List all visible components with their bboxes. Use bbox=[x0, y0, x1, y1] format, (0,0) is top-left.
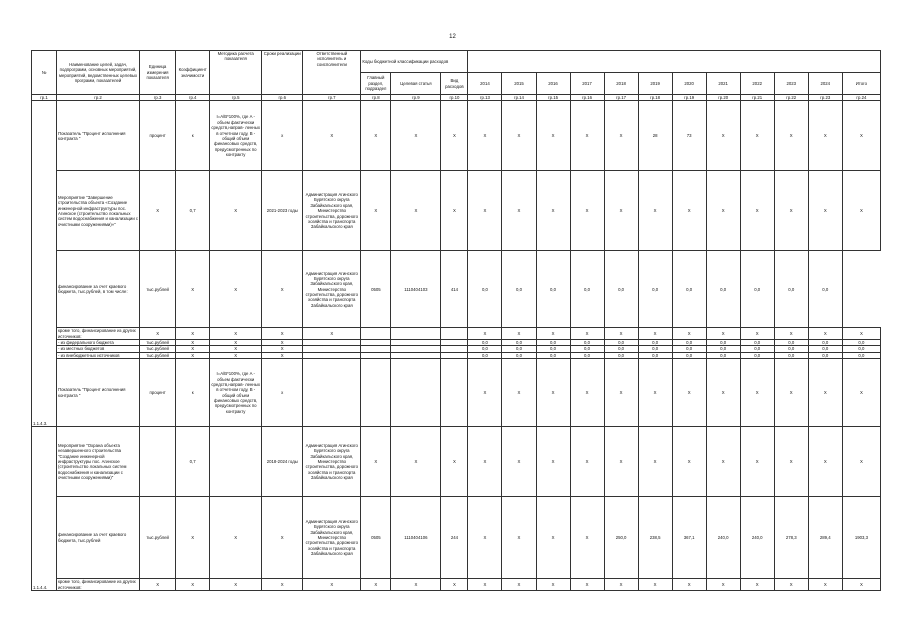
column-number: гр.6 bbox=[262, 95, 303, 101]
data-cell: 238,5 bbox=[638, 497, 672, 579]
data-cell: Х bbox=[774, 171, 808, 251]
data-cell bbox=[391, 359, 441, 427]
data-cell: 0505 bbox=[361, 251, 391, 328]
data-cell bbox=[441, 328, 468, 340]
data-cell: 0,0 bbox=[536, 340, 570, 346]
header-year: 2015 bbox=[502, 73, 536, 95]
data-cell: 0,0 bbox=[842, 346, 880, 352]
data-cell: Х bbox=[774, 101, 808, 171]
data-cell: 0,0 bbox=[774, 251, 808, 328]
data-cell bbox=[361, 359, 391, 427]
data-cell: Х bbox=[740, 171, 774, 251]
column-number: гр.18 bbox=[638, 95, 672, 101]
data-cell: Х bbox=[638, 359, 672, 427]
row-name-cell: - из внебюджетных источников bbox=[57, 352, 140, 358]
row-name-cell: кроме того, финансирование из других источников: bbox=[57, 328, 140, 340]
header-row-1 bbox=[32, 51, 881, 73]
data-cell: Х bbox=[672, 328, 706, 340]
data-cell: 0,0 bbox=[706, 346, 740, 352]
data-cell: Х bbox=[842, 359, 880, 427]
data-cell: 0,7 bbox=[176, 427, 210, 497]
data-cell: Х bbox=[502, 171, 536, 251]
data-cell: тыс.рублей bbox=[140, 340, 176, 346]
header-year: 2019 bbox=[638, 73, 672, 95]
table-row bbox=[32, 359, 881, 427]
header-year: 2017 bbox=[570, 73, 604, 95]
data-cell: Х bbox=[391, 427, 441, 497]
data-cell: 73 bbox=[672, 101, 706, 171]
data-cell: Х bbox=[706, 579, 740, 591]
table-row bbox=[32, 328, 881, 340]
data-cell: Х bbox=[262, 352, 303, 358]
column-number: гр.15 bbox=[536, 95, 570, 101]
table-row bbox=[32, 101, 881, 171]
budget-table bbox=[31, 50, 881, 591]
data-cell: Х bbox=[262, 328, 303, 340]
data-cell: Х bbox=[842, 328, 880, 340]
data-cell: 0,0 bbox=[706, 352, 740, 358]
data-cell: 0,0 bbox=[774, 346, 808, 352]
data-cell: I=A/B*100%, где A - объем фактически средств,направ- ленных в отчетном году, B - общий объем финансовых средств, предусмотренных по контракту bbox=[210, 359, 262, 427]
data-cell bbox=[391, 328, 441, 340]
data-cell: Х bbox=[262, 340, 303, 346]
data-cell: Х bbox=[468, 359, 502, 427]
data-cell: 0,0 bbox=[672, 352, 706, 358]
data-cell: процент bbox=[140, 359, 176, 427]
data-cell: х bbox=[262, 359, 303, 427]
data-cell: 0,0 bbox=[536, 346, 570, 352]
data-cell: Х bbox=[303, 579, 361, 591]
data-cell: Х bbox=[468, 171, 502, 251]
data-cell bbox=[441, 359, 468, 427]
data-cell: Х bbox=[706, 359, 740, 427]
data-cell bbox=[210, 427, 262, 497]
data-cell: 0,0 bbox=[604, 352, 638, 358]
data-cell: Х bbox=[140, 579, 176, 591]
header-coef: Коэффициент значимости bbox=[176, 51, 210, 95]
data-cell: 2018-2024 годы bbox=[262, 427, 303, 497]
data-cell: Х bbox=[638, 328, 672, 340]
data-cell: Х bbox=[210, 251, 262, 328]
data-cell: 0,0 bbox=[774, 352, 808, 358]
data-cell: Х bbox=[808, 427, 842, 497]
data-cell: Х bbox=[638, 171, 672, 251]
data-cell: Х bbox=[210, 497, 262, 579]
row-name-cell: кроме того, финансирование из других источников: bbox=[57, 579, 140, 591]
data-cell: I=A/B*100%, где A - объем фактически средств,направ- ленных в отчетном году, B - общий объем финансовых средств, предусмотренных по контракту bbox=[210, 101, 262, 171]
page-number: 12 bbox=[449, 34, 456, 40]
data-cell: 0,0 bbox=[536, 251, 570, 328]
data-cell: 1903,3 bbox=[842, 497, 880, 579]
data-cell: 0,0 bbox=[740, 352, 774, 358]
data-cell: 0,0 bbox=[808, 340, 842, 346]
data-cell: Х bbox=[361, 427, 391, 497]
data-cell: 0,0 bbox=[672, 251, 706, 328]
row-name-cell: финансирование за счет краевого бюджета, тыс.рублей, в том числе: bbox=[57, 251, 140, 328]
data-cell: Х bbox=[740, 579, 774, 591]
data-cell: 0,0 bbox=[570, 352, 604, 358]
data-cell: Х bbox=[706, 171, 740, 251]
row-name-cell: Мероприятие "Завершение строительства объекта «Создание инженерной инфраструктуры пос. Агинское (строительство локальных систем водоснабжения и канализации с очистными сооружениями)»" bbox=[57, 171, 140, 251]
column-number: гр.14 bbox=[502, 95, 536, 101]
data-cell: 0,0 bbox=[740, 340, 774, 346]
data-cell: 250,0 bbox=[604, 497, 638, 579]
data-cell: тыс.рублей bbox=[140, 497, 176, 579]
data-cell: Х bbox=[604, 579, 638, 591]
data-cell: 244 bbox=[441, 497, 468, 579]
column-number: гр.7 bbox=[303, 95, 361, 101]
data-cell: Х bbox=[604, 101, 638, 171]
data-cell: Х bbox=[638, 427, 672, 497]
data-cell: Х bbox=[176, 251, 210, 328]
data-cell: Х bbox=[570, 328, 604, 340]
data-cell: Х bbox=[774, 427, 808, 497]
data-cell: 0,0 bbox=[468, 346, 502, 352]
data-cell: Х bbox=[808, 359, 842, 427]
data-cell: Х bbox=[842, 427, 880, 497]
header-chapter: Главный раздел, подраздел bbox=[361, 73, 391, 95]
data-cell: Х bbox=[176, 346, 210, 352]
data-cell: 0,0 bbox=[536, 352, 570, 358]
header-blank bbox=[468, 51, 881, 73]
data-cell: 367,1 bbox=[672, 497, 706, 579]
data-cell: 0,0 bbox=[706, 340, 740, 346]
data-cell: Х bbox=[262, 251, 303, 328]
data-cell: Х bbox=[536, 359, 570, 427]
data-cell: 0,0 bbox=[468, 352, 502, 358]
column-number: гр.16 bbox=[570, 95, 604, 101]
header-year: 2020 bbox=[672, 73, 706, 95]
data-cell: 0,0 bbox=[502, 346, 536, 352]
data-cell: Администрация Агинского Бурятского округа Забайкальского края, Министерство строительства, дорожного хозяйства и транспорта Забайкальского края bbox=[303, 171, 361, 251]
data-cell: Х bbox=[441, 427, 468, 497]
data-cell: 0,0 bbox=[468, 340, 502, 346]
data-cell: Х bbox=[303, 328, 361, 340]
column-number: гр.2 bbox=[57, 95, 140, 101]
data-cell: 0505 bbox=[361, 497, 391, 579]
header-executor: Ответственный исполнитель и соисполнители bbox=[303, 51, 361, 95]
row-name-cell: финансирование за счет краевого бюджета, тыс.рублей bbox=[57, 497, 140, 579]
data-cell: Х bbox=[740, 427, 774, 497]
header-name: Наименование целей, задач, подпрограмм, основных мероприятий, мероприятий, ведомственных целевых программ, показателей bbox=[57, 51, 140, 95]
row-name-cell: Мероприятие "Охрана объекта незавершенного строительства "Создание инженерной инфраструктуры пос. Агинское (строительство локальных систем водоснабжения и канализации с очистными сооружениями)" bbox=[57, 427, 140, 497]
data-cell: Х bbox=[176, 340, 210, 346]
data-cell bbox=[140, 427, 176, 497]
data-cell: Х bbox=[210, 171, 262, 251]
data-cell: к bbox=[176, 359, 210, 427]
header-year: 2023 bbox=[774, 73, 808, 95]
data-cell: Х bbox=[570, 171, 604, 251]
data-cell: Х bbox=[808, 328, 842, 340]
header-unit: Единица измерения показателя bbox=[140, 51, 176, 95]
header-budget-codes: Коды бюджетной классификации расходов bbox=[361, 51, 468, 73]
data-cell: Х bbox=[140, 328, 176, 340]
data-cell: Х bbox=[842, 171, 880, 251]
data-cell: 414 bbox=[441, 251, 468, 328]
data-cell: Х bbox=[468, 328, 502, 340]
data-cell: Х bbox=[468, 579, 502, 591]
table-row bbox=[32, 427, 881, 497]
column-number: гр.23 bbox=[808, 95, 842, 101]
data-cell: Администрация Агинского Бурятского округа Забайкальского края, Министерство строительства, дорожного хозяйства и транспорта Забайкальского края bbox=[303, 251, 361, 328]
row-name-cell: - из местных бюджетов bbox=[57, 346, 140, 352]
data-cell: Х bbox=[570, 579, 604, 591]
data-cell: Х bbox=[536, 579, 570, 591]
data-cell: Х bbox=[672, 359, 706, 427]
data-cell: Х bbox=[740, 101, 774, 171]
data-cell: Х bbox=[210, 340, 262, 346]
row-name-cell: Показатель "Процент исполнения контракта " bbox=[57, 359, 140, 427]
data-cell: Х bbox=[706, 427, 740, 497]
header-year: 2024 bbox=[808, 73, 842, 95]
data-cell: Х bbox=[502, 328, 536, 340]
data-cell bbox=[361, 328, 391, 340]
data-cell: Х bbox=[740, 359, 774, 427]
data-cell: процент bbox=[140, 101, 176, 171]
column-number: гр.8 bbox=[361, 95, 391, 101]
header-method: Методика расчета показателя bbox=[210, 51, 262, 95]
data-cell: Х bbox=[210, 346, 262, 352]
table-row bbox=[32, 251, 881, 328]
column-number: гр.22 bbox=[774, 95, 808, 101]
column-number: гр.24 bbox=[842, 95, 880, 101]
section-number: 1.1.4.3. bbox=[32, 101, 57, 427]
data-cell: Х bbox=[262, 579, 303, 591]
column-number: гр.13 bbox=[468, 95, 502, 101]
data-cell: 0,0 bbox=[502, 352, 536, 358]
data-cell: Х bbox=[536, 328, 570, 340]
data-cell: 0,0 bbox=[604, 251, 638, 328]
column-number: гр.20 bbox=[706, 95, 740, 101]
data-cell: Х bbox=[604, 427, 638, 497]
data-cell: Х bbox=[176, 328, 210, 340]
data-cell: 0,0 bbox=[740, 251, 774, 328]
column-number: гр.9 bbox=[391, 95, 441, 101]
data-cell: Х bbox=[808, 101, 842, 171]
header-year: 2016 bbox=[536, 73, 570, 95]
data-cell: Х bbox=[536, 171, 570, 251]
data-cell: Х bbox=[303, 101, 361, 171]
data-cell: Х bbox=[672, 171, 706, 251]
data-cell: тыс.рублей bbox=[140, 346, 176, 352]
data-cell: Х bbox=[842, 101, 880, 171]
data-cell: Х bbox=[740, 328, 774, 340]
data-cell: Х bbox=[176, 352, 210, 358]
data-cell: 0,0 bbox=[638, 251, 672, 328]
data-cell: Х bbox=[391, 171, 441, 251]
data-cell: Х bbox=[774, 579, 808, 591]
data-cell: Х bbox=[441, 101, 468, 171]
column-numbers-row bbox=[32, 95, 881, 101]
data-cell: к bbox=[176, 101, 210, 171]
data-cell: Х bbox=[502, 579, 536, 591]
column-number: гр.17 bbox=[604, 95, 638, 101]
data-cell: 0,0 bbox=[604, 340, 638, 346]
data-cell: 0,0 bbox=[672, 346, 706, 352]
data-cell: 28 bbox=[638, 101, 672, 171]
data-cell: Х bbox=[441, 579, 468, 591]
data-cell: 0,0 bbox=[842, 340, 880, 346]
column-number: гр.4 bbox=[176, 95, 210, 101]
row-name-cell: Показатель "Процент исполнения контракта " bbox=[57, 101, 140, 171]
data-cell: 0,0 bbox=[706, 251, 740, 328]
data-cell: Х bbox=[774, 359, 808, 427]
data-cell: 0,0 bbox=[808, 346, 842, 352]
data-cell: Х bbox=[361, 579, 391, 591]
data-cell: Администрация Агинского Бурятского округа Забайкальского края, Министерство строительства, дорожного хозяйства и транспорта Забайкальского края bbox=[303, 497, 361, 579]
data-cell: Х bbox=[536, 101, 570, 171]
data-cell: Х bbox=[361, 171, 391, 251]
data-cell: 0,0 bbox=[808, 352, 842, 358]
data-cell: Х bbox=[808, 579, 842, 591]
data-cell: 0,0 bbox=[842, 352, 880, 358]
data-cell: 0,0 bbox=[570, 346, 604, 352]
data-cell: Х bbox=[604, 359, 638, 427]
column-number: гр.21 bbox=[740, 95, 774, 101]
data-cell: Х bbox=[638, 579, 672, 591]
data-cell: Х bbox=[502, 497, 536, 579]
data-cell: 240,0 bbox=[740, 497, 774, 579]
data-cell bbox=[303, 359, 361, 427]
data-cell: Х bbox=[808, 171, 842, 251]
data-cell: Х bbox=[536, 497, 570, 579]
data-cell: 0,0 bbox=[638, 352, 672, 358]
header-period: Сроки реализации bbox=[262, 51, 303, 95]
section-number: 1.1.4.4. bbox=[32, 427, 57, 591]
data-cell: Х bbox=[774, 328, 808, 340]
data-cell: 0,0 bbox=[638, 340, 672, 346]
data-cell: Х bbox=[536, 427, 570, 497]
table-row bbox=[32, 579, 881, 591]
data-cell: 0,0 bbox=[502, 251, 536, 328]
data-cell: Х bbox=[262, 497, 303, 579]
header-no: № bbox=[32, 51, 57, 95]
header-year: 2022 bbox=[740, 73, 774, 95]
data-cell: 0,7 bbox=[176, 171, 210, 251]
header-exptype: Вид расходов bbox=[441, 73, 468, 95]
data-cell: 0,0 bbox=[774, 340, 808, 346]
data-cell: 0,0 bbox=[502, 340, 536, 346]
data-cell: Х bbox=[842, 579, 880, 591]
column-number: гр.10 bbox=[441, 95, 468, 101]
data-cell: Х bbox=[468, 101, 502, 171]
data-cell: Х bbox=[391, 579, 441, 591]
column-number: гр.5 bbox=[210, 95, 262, 101]
data-cell: 0,0 bbox=[638, 346, 672, 352]
data-cell: тыс.рублей bbox=[140, 251, 176, 328]
data-cell: 289,4 bbox=[808, 497, 842, 579]
data-cell: х bbox=[262, 101, 303, 171]
data-cell: Х bbox=[391, 101, 441, 171]
data-cell: Х bbox=[361, 101, 391, 171]
data-cell: 2021-2023 годы bbox=[262, 171, 303, 251]
data-cell: 0,0 bbox=[570, 340, 604, 346]
data-cell: Администрация Агинского Бурятского округа Забайкальского края, Министерство строительства, дорожного хозяйства и транспорта Забайкальского края bbox=[303, 427, 361, 497]
header-total: Итого bbox=[842, 73, 880, 95]
data-cell: Х bbox=[176, 579, 210, 591]
data-cell: Х bbox=[570, 359, 604, 427]
data-cell: Х bbox=[570, 427, 604, 497]
column-number: гр.19 bbox=[672, 95, 706, 101]
data-cell: 0,0 bbox=[672, 340, 706, 346]
data-cell: Х bbox=[502, 101, 536, 171]
data-cell: 1110404106 bbox=[391, 497, 441, 579]
table-row bbox=[32, 497, 881, 579]
data-cell: Х bbox=[210, 328, 262, 340]
data-cell: тыс.рублей bbox=[140, 352, 176, 358]
data-cell: Х bbox=[468, 497, 502, 579]
column-number: гр.1 bbox=[32, 95, 57, 101]
data-cell: Х bbox=[672, 579, 706, 591]
data-cell: Х bbox=[210, 352, 262, 358]
header-target: Целевая статья bbox=[391, 73, 441, 95]
header-year: 2021 bbox=[706, 73, 740, 95]
data-cell: Х bbox=[570, 101, 604, 171]
data-cell: Х bbox=[672, 427, 706, 497]
data-cell: Х bbox=[604, 328, 638, 340]
data-cell: 0,0 bbox=[740, 346, 774, 352]
data-cell: Х bbox=[262, 346, 303, 352]
header-year: 2018 bbox=[604, 73, 638, 95]
data-cell: Х bbox=[502, 359, 536, 427]
data-cell: Х bbox=[502, 427, 536, 497]
data-cell: 0,0 bbox=[808, 251, 842, 328]
data-cell: Х bbox=[570, 497, 604, 579]
column-number: гр.3 bbox=[140, 95, 176, 101]
table-row bbox=[32, 171, 881, 251]
data-cell: 0,0 bbox=[604, 346, 638, 352]
row-name-cell: - из федерального бюджета bbox=[57, 340, 140, 346]
data-cell: Х bbox=[140, 171, 176, 251]
header-year: 2014 bbox=[468, 73, 502, 95]
data-cell: Х bbox=[441, 171, 468, 251]
data-cell: 0,0 bbox=[570, 251, 604, 328]
data-cell: Х bbox=[176, 497, 210, 579]
data-cell: Х bbox=[706, 328, 740, 340]
data-cell: 240,0 bbox=[706, 497, 740, 579]
data-cell: 1110404103 bbox=[391, 251, 441, 328]
data-cell: Х bbox=[468, 427, 502, 497]
data-cell: Х bbox=[706, 101, 740, 171]
data-cell: 278,3 bbox=[774, 497, 808, 579]
data-cell: 0,0 bbox=[468, 251, 502, 328]
data-cell: Х bbox=[604, 171, 638, 251]
data-cell: Х bbox=[210, 579, 262, 591]
